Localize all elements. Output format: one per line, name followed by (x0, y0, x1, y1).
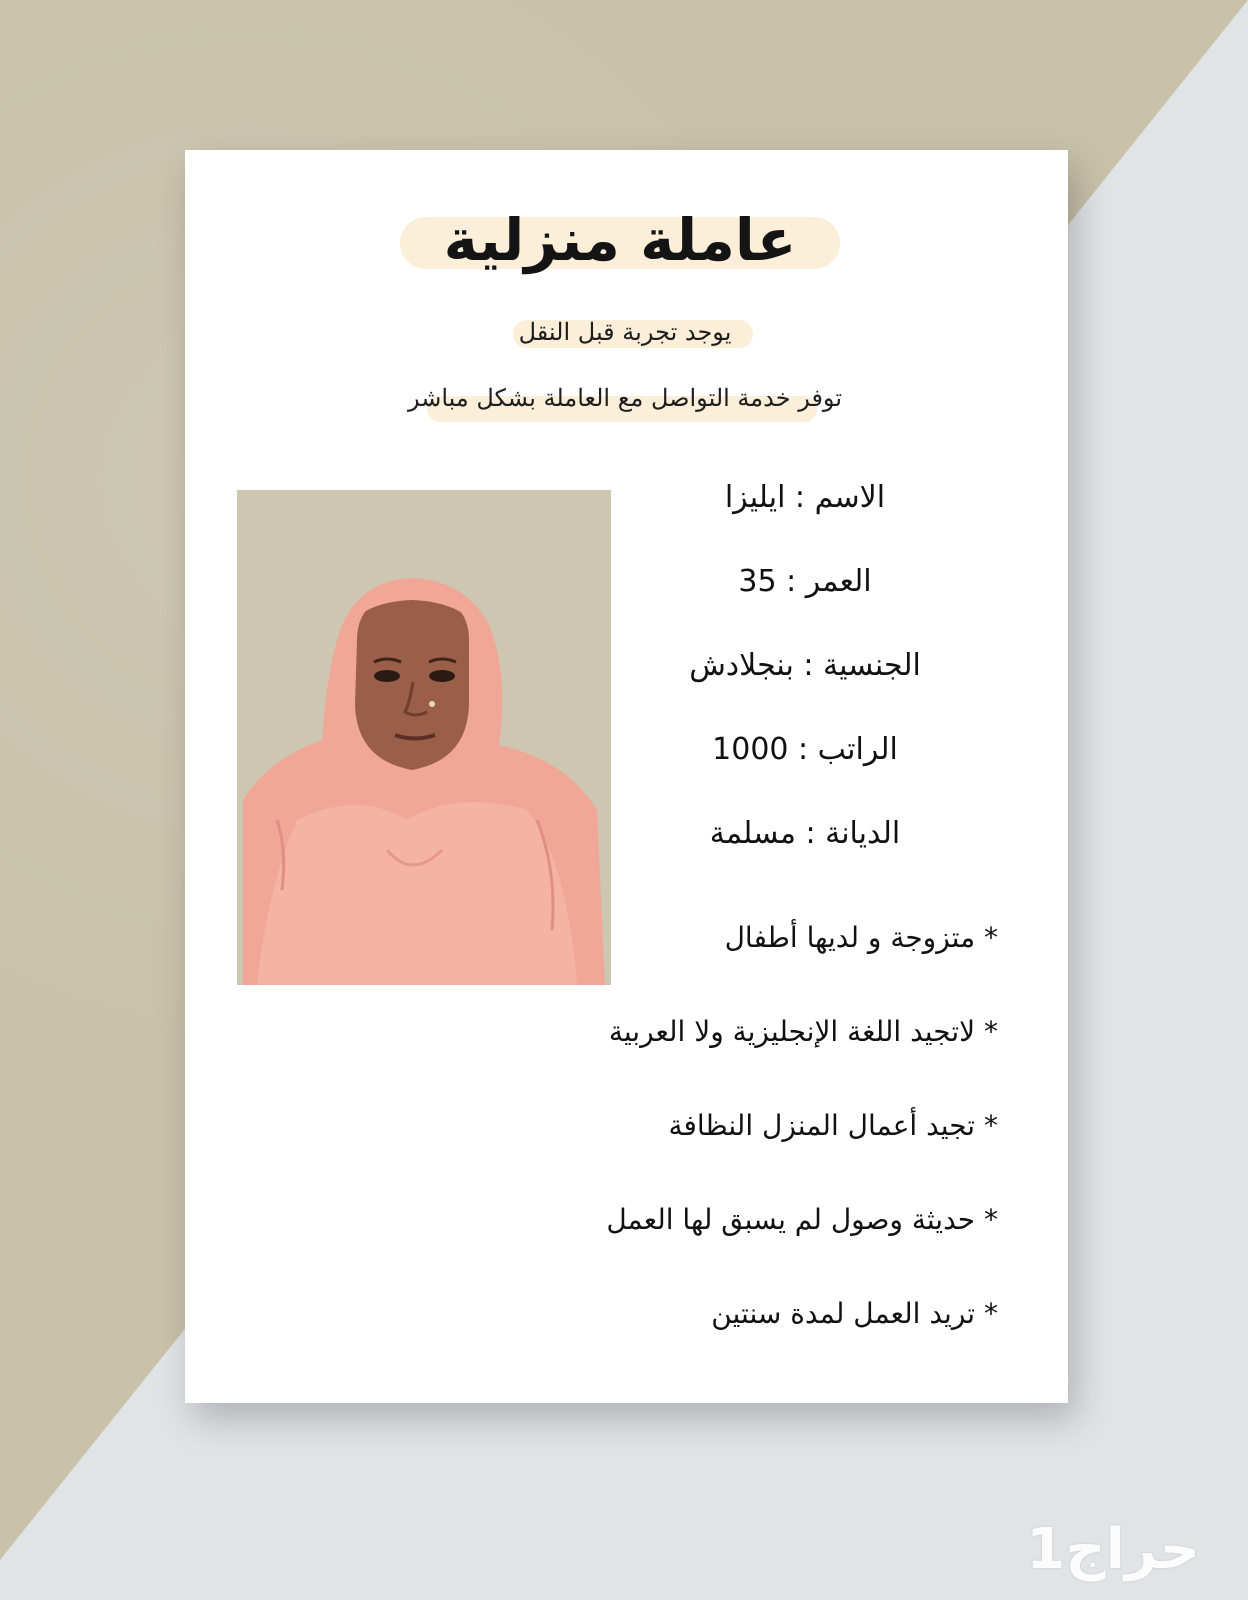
note-housework: * تجيد أعمال المنزل النظافة (668, 1109, 998, 1142)
note-new-arrival: * حديثة وصول لم يسبق لها العمل (606, 1203, 998, 1236)
watermark-logo: حراج1 (1026, 1517, 1200, 1582)
profile-card (185, 150, 1068, 1403)
portrait-illustration (237, 490, 611, 985)
note-contract-duration: * تريد العمل لمدة سنتين (711, 1297, 998, 1330)
detail-nationality: الجنسية : بنجلادش (689, 648, 921, 683)
page-title: عاملة منزلية (443, 206, 797, 274)
subtitle-contact: توفر خدمة التواصل مع العاملة بشكل مباشر (407, 384, 842, 412)
note-languages: * لاتجيد اللغة الإنجليزية ولا العربية (608, 1015, 998, 1048)
detail-age: العمر : 35 (738, 564, 872, 599)
worker-photo (237, 490, 611, 985)
detail-salary: الراتب : 1000 (712, 732, 898, 767)
subtitle-experience: يوجد تجربة قبل النقل (518, 318, 732, 346)
detail-name: الاسم : ايليزا (724, 480, 886, 515)
title-block (400, 205, 840, 275)
note-married: * متزوجة و لديها أطفال (724, 921, 998, 954)
detail-religion: الديانة : مسلمة (709, 816, 901, 851)
